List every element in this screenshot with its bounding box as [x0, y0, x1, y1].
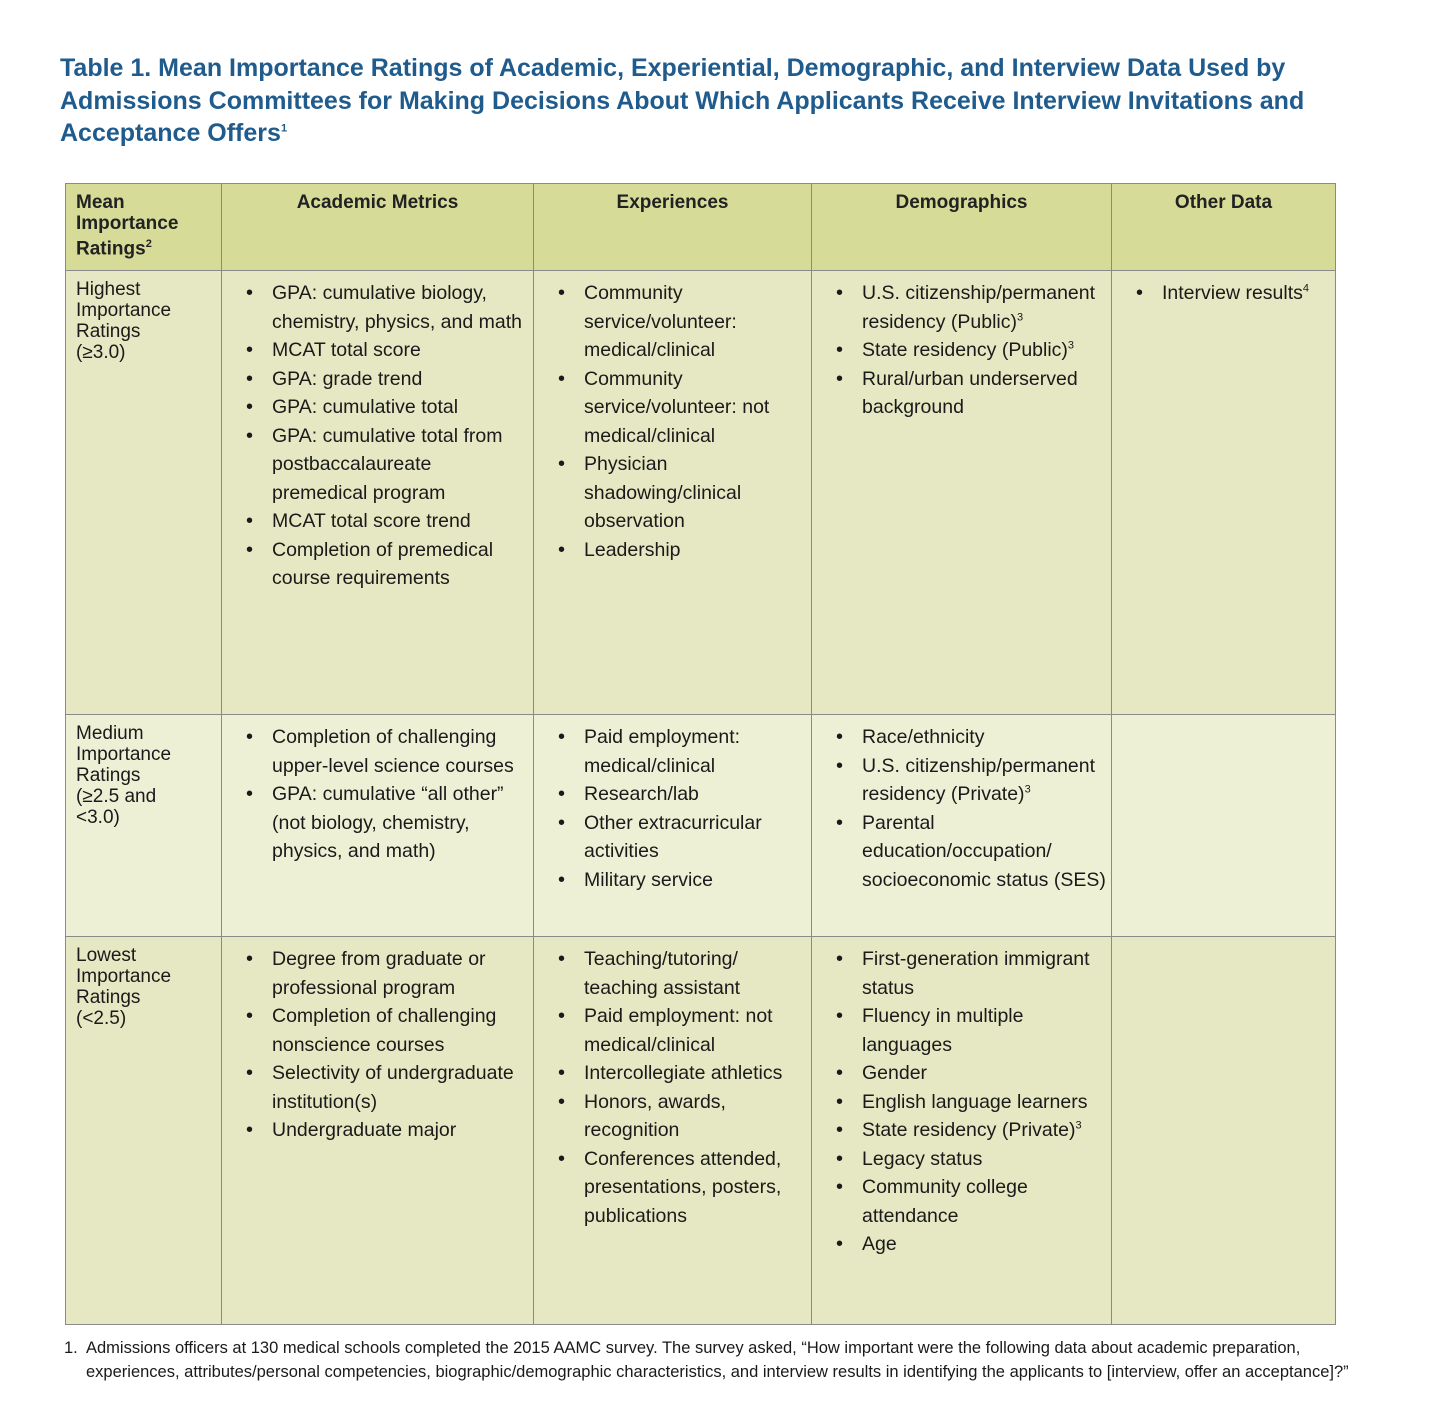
experiences-cell [534, 271, 812, 715]
list-item: • GPA: cumulative biology, chemistry, physics, and math [242, 279, 529, 336]
academic-cell [222, 271, 534, 715]
row-label-line: Ratings [76, 321, 141, 342]
row-label-line: <3.0) [76, 807, 120, 828]
list-item: • English language learners [832, 1088, 1111, 1117]
table-row [66, 271, 1336, 715]
bullet-list [554, 723, 807, 894]
bullet-list [554, 945, 807, 1230]
row-label-line: Importance [76, 300, 172, 321]
list-item: • Conferences attended, presentations, posters, publications [554, 1145, 807, 1231]
demographics-cell [812, 715, 1112, 937]
footnote [64, 1337, 1364, 1384]
list-item: • GPA: grade trend [242, 365, 529, 394]
list-item: • State residency (Public)$^3$ [832, 336, 1111, 365]
list-item: • Completion of challenging upper-level science courses [242, 723, 529, 780]
list-item: • Fluency in multiple languages [832, 1002, 1111, 1059]
list-item: • GPA: cumulative total [242, 393, 529, 422]
list-item: • Gender [832, 1059, 1111, 1088]
experiences-cell [534, 715, 812, 937]
list-item: • Intercollegiate athletics [554, 1059, 807, 1088]
row-label-line: Ratings [76, 987, 141, 1008]
list-item: • Undergraduate major [242, 1116, 529, 1145]
demographics-cell [812, 937, 1112, 1325]
list-item: • Other extracurricular activities [554, 809, 807, 866]
header-other-data: Other Data [1112, 184, 1336, 271]
list-item: • Physician shadowing/clinical observation [554, 450, 807, 536]
list-item: • Research/lab [554, 780, 807, 809]
row-label-line: Importance [76, 966, 172, 987]
list-item: • Parental education/occupation/ socioeconomic status (SES) [832, 809, 1111, 895]
list-item: • Degree from graduate or professional program [242, 945, 529, 1002]
bullet-list [554, 279, 807, 564]
list-item: • Selectivity of undergraduate institution(s) [242, 1059, 529, 1116]
table-row [66, 715, 1336, 937]
row-label [66, 271, 222, 715]
list-item: • Rural/urban underserved background [832, 365, 1111, 422]
demographics-cell [812, 271, 1112, 715]
bullet-list [1132, 279, 1331, 308]
list-item: • Age [832, 1230, 1111, 1259]
row-label-line: Ratings [76, 765, 141, 786]
row-label-line: (≥2.5 and [76, 786, 157, 807]
header-row [66, 184, 1336, 271]
row-label-line: (≥3.0) [76, 342, 126, 363]
list-item: • GPA: cumulative total from postbaccalaureate premedical program [242, 422, 529, 508]
footnote-number: 1. [64, 1339, 78, 1357]
list-item: • Community service/volunteer: not medical/clinical [554, 365, 807, 451]
list-item: • Teaching/tutoring/ teaching assistant [554, 945, 807, 1002]
list-item: • Paid employment: not medical/clinical [554, 1002, 807, 1059]
list-item: • U.S. citizenship/permanent residency (Public)$^3$ [832, 279, 1111, 336]
experiences-cell [534, 937, 812, 1325]
other-cell [1112, 715, 1336, 937]
list-item: • Completion of challenging nonscience courses [242, 1002, 529, 1059]
header-mean-importance: Mean Importance Ratings$^2$ [66, 184, 222, 271]
list-item: • Completion of premedical course requirements [242, 536, 529, 593]
row-label-line: Medium [76, 723, 144, 744]
list-item: • Race/ethnicity [832, 723, 1111, 752]
list-item: • Honors, awards, recognition [554, 1088, 807, 1145]
list-item: • U.S. citizenship/permanent residency (Private)$^3$ [832, 752, 1111, 809]
ratings-table [65, 183, 1336, 1325]
footnote-text: Admissions officers at 130 medical schools completed the 2015 AAMC survey. The survey asked, “How important were the following data about academic preparation, experiences, attributes/personal competencies, biographic/demographic characteristics, and interview results in identifying the applicants to [interview, offer an acceptance]?” [86, 1339, 1349, 1381]
list-item: • State residency (Private)$^3$ [832, 1116, 1111, 1145]
bullet-list [832, 279, 1111, 422]
list-item: • Paid employment: medical/clinical [554, 723, 807, 780]
list-item: • MCAT total score [242, 336, 529, 365]
bullet-list [242, 279, 529, 593]
row-label-line: Importance [76, 744, 172, 765]
row-label-line: Lowest [76, 945, 137, 966]
list-item: • Legacy status [832, 1145, 1111, 1174]
list-item: • Interview results$^4$ [1132, 279, 1331, 308]
list-item: • Leadership [554, 536, 807, 565]
table-title: Table 1. Mean Importance Ratings of Academic, Experiential, Demographic, and Interview Data Used by Admissions Committees for Making Decisions About Which Applicants Receive Interview Invitations and Acceptance Offers$^1$ [60, 54, 1305, 147]
row-label-line: (<2.5) [76, 1008, 127, 1029]
table-row [66, 937, 1336, 1325]
bullet-list [832, 723, 1111, 894]
row-label [66, 715, 222, 937]
list-item: • First-generation immigrant status [832, 945, 1111, 1002]
header-academic-metrics: Academic Metrics [222, 184, 534, 271]
academic-cell [222, 715, 534, 937]
row-label [66, 937, 222, 1325]
other-cell [1112, 271, 1336, 715]
list-item: • MCAT total score trend [242, 507, 529, 536]
header-demographics: Demographics [812, 184, 1112, 271]
bullet-list [832, 945, 1111, 1259]
list-item: • GPA: cumulative “all other” (not biology, chemistry, physics, and math) [242, 780, 529, 866]
other-cell [1112, 937, 1336, 1325]
bullet-list [242, 723, 529, 866]
bullet-list [242, 945, 529, 1145]
list-item: • Military service [554, 866, 807, 895]
list-item: • Community college attendance [832, 1173, 1111, 1230]
header-experiences: Experiences [534, 184, 812, 271]
list-item: • Community service/volunteer: medical/clinical [554, 279, 807, 365]
row-label-line: Highest [76, 279, 141, 300]
academic-cell [222, 937, 534, 1325]
